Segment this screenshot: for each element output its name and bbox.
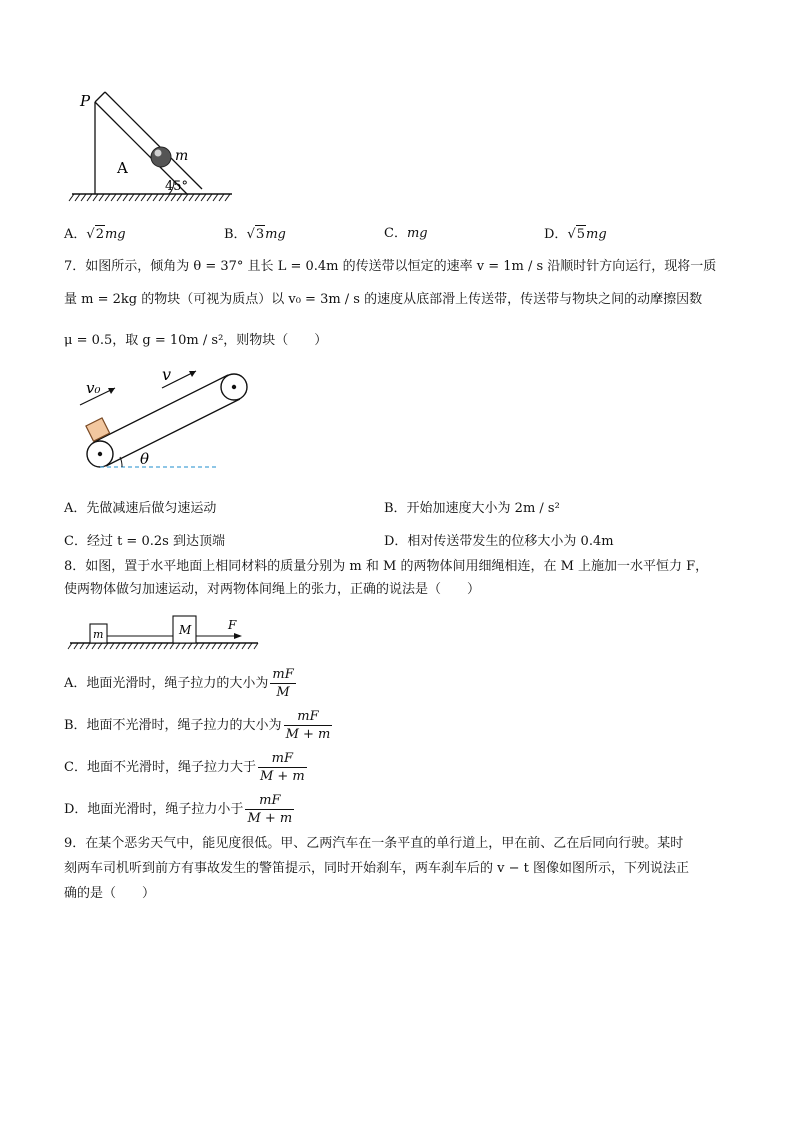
incline-figure [60, 90, 250, 210]
q7-line-3: μ = 0.5，取 g = 10m / s²，则物块（ ） [64, 333, 328, 348]
label-m: m [175, 148, 189, 164]
q7-line-1: 7．如图所示，倾角为 θ = 37° 且长 L = 0.4m 的传送带以恒定的速率 v = 1m / s 沿顺时针方向运行，现将一质 [64, 259, 717, 274]
label-m-small: m [93, 628, 104, 641]
label-m-big: M [179, 623, 192, 637]
fraction: $\frac{mF}{M + m}$ [259, 751, 305, 784]
fraction: $\frac{mF}{M + m}$ [247, 793, 293, 826]
q7-option-d: D．相对传送带发生的位移大小为 0.4m [384, 534, 614, 549]
q6-option-d: D．√5mg [544, 227, 607, 242]
q7-option-a: A．先做减速后做匀速运动 [64, 501, 217, 516]
label-a: A [117, 159, 128, 177]
q6-option-c: C．mg [384, 226, 428, 241]
q6-option-a: A．√2mg [64, 227, 126, 242]
label-p: P [80, 92, 91, 110]
conveyor-figure [70, 360, 260, 480]
q9-line-1: 9．在某个恶劣天气中，能见度很低。甲、乙两汽车在一条平直的单行道上，甲在前、乙在后同向行驶。某时 [64, 836, 684, 851]
q8-line-2: 使两物体做匀加速运动，对两物体间绳上的张力，正确的说法是（ ） [64, 582, 481, 597]
q9-line-2: 刻两车司机听到前方有事故发生的警笛提示，同时开始刹车，两车刹车后的 v − t 图像如图所示，下列说法正 [64, 861, 689, 876]
q8-option-b: B．地面不光滑时，绳子拉力的大小为 $\frac{mF}{M + m}$ [64, 709, 331, 742]
label-v0: v₀ [86, 379, 101, 397]
q8-line-1: 8．如图，置于水平地面上相同材料的质量分别为 m 和 M 的两物体间用细绳相连，在 M 上施加一水平恒力 F， [64, 559, 709, 574]
fraction: $\frac{mF}{M}$ [272, 667, 294, 700]
label-angle: 45° [165, 179, 189, 194]
q7-option-b: B．开始加速度大小为 2m / s² [384, 501, 560, 516]
fraction: $\frac{mF}{M + m}$ [285, 709, 331, 742]
q8-option-d: D．地面光滑时，绳子拉力小于 $\frac{mF}{M + m}$ [64, 793, 293, 826]
q7-line-2: 量 m = 2kg 的物块（可视为质点）以 v₀ = 3m / s 的速度从底部滑上传送带，传送带与物块之间的动摩擦因数 [64, 292, 703, 307]
blocks-figure [66, 612, 266, 656]
q6-option-b: B．√3mg [224, 227, 286, 242]
q9-line-3: 确的是（ ） [64, 886, 156, 901]
q7-option-c: C．经过 t = 0.2s 到达顶端 [64, 534, 225, 549]
q8-option-c: C．地面不光滑时，绳子拉力大于 $\frac{mF}{M + m}$ [64, 751, 305, 784]
q8-option-a: A．地面光滑时，绳子拉力的大小为 $\frac{mF}{M}$ [64, 667, 294, 700]
label-v: v [162, 365, 172, 384]
label-force: F [228, 618, 237, 632]
label-theta: θ [140, 450, 150, 468]
